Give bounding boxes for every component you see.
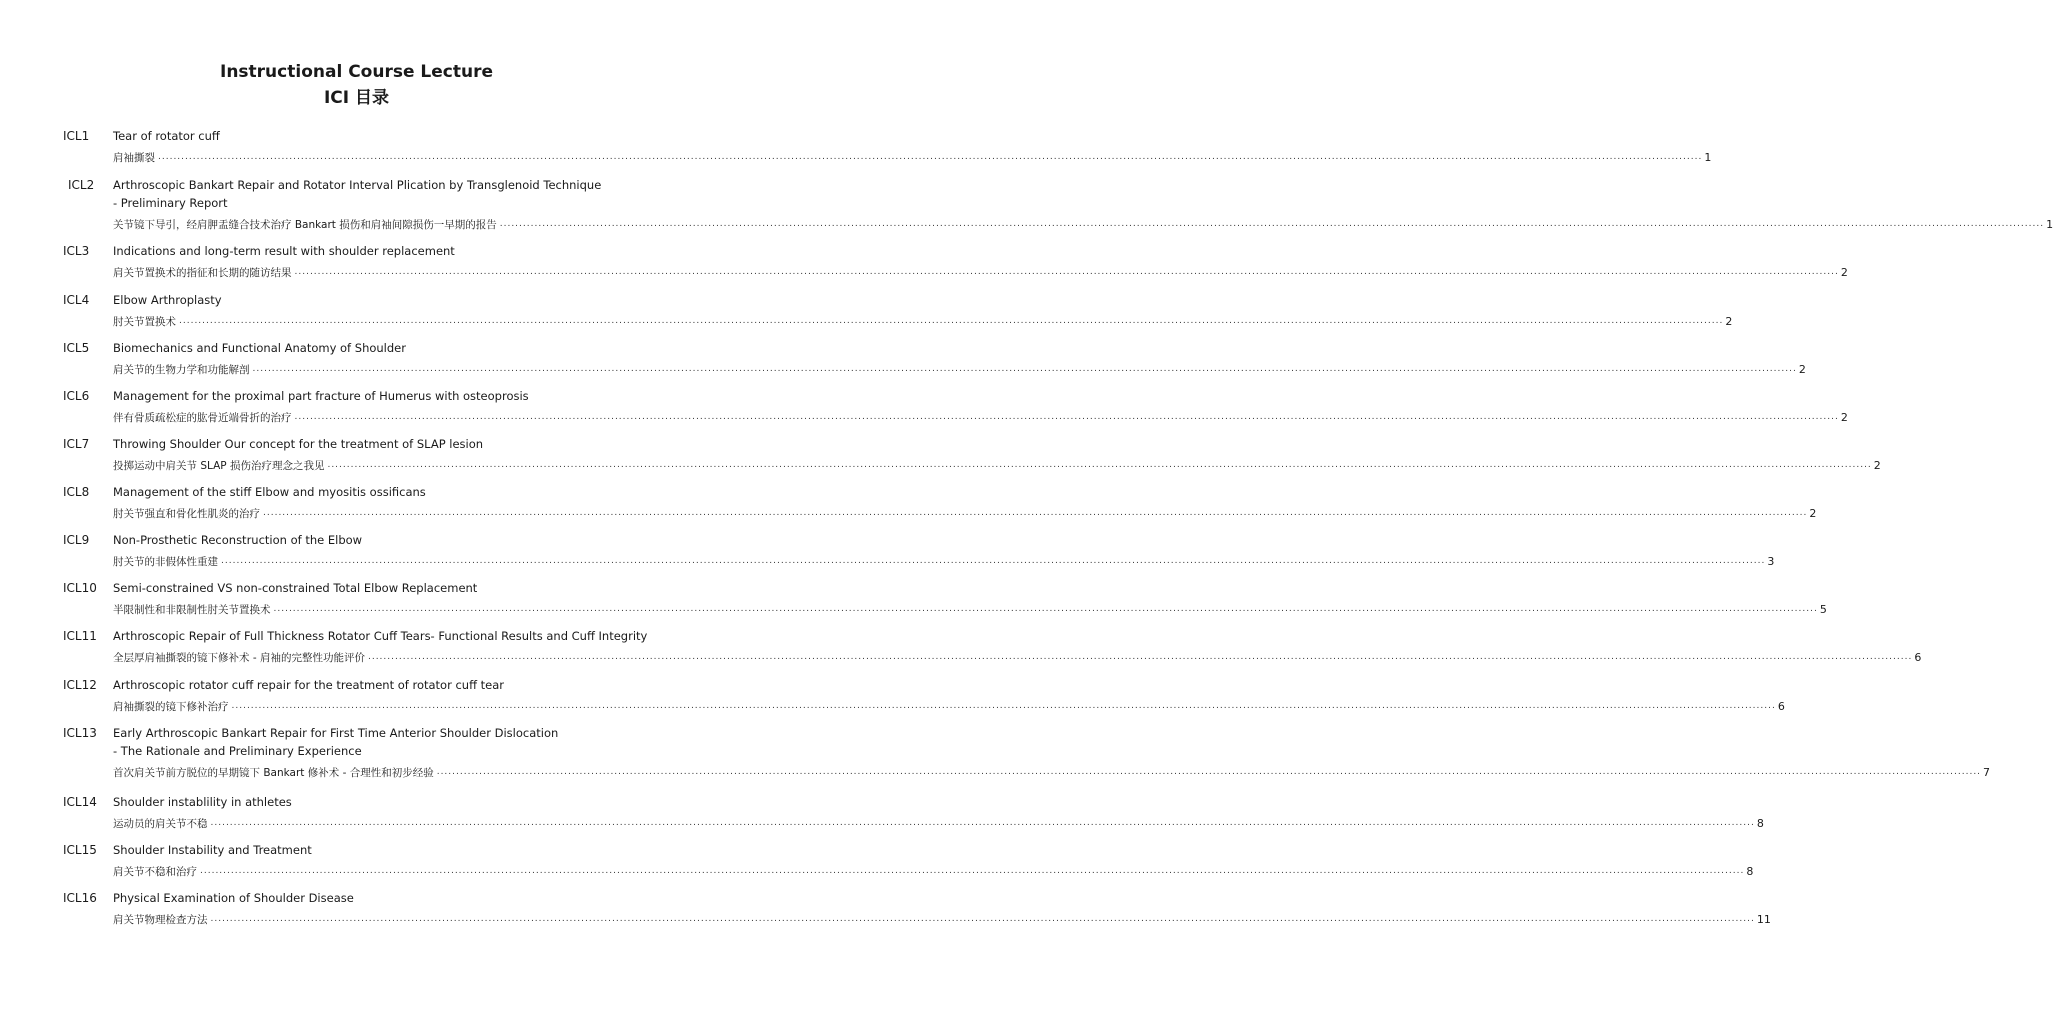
toc-code: ICL8 xyxy=(63,485,90,499)
dot-leader: ................................................................................................................................................................................................................................................................................................................................................................................................................ xyxy=(436,767,1982,777)
toc-title-chinese-line xyxy=(113,314,1733,330)
toc-title-english: - The Rationale and Preliminary Experience xyxy=(113,744,362,758)
toc-title-chinese-line xyxy=(113,458,1881,474)
toc-title-english: Semi-constrained VS non-constrained Total Elbow Replacement xyxy=(113,581,478,595)
dot-leader: ................................................................................................................................................................................................................................................................................................................................................................................................................ xyxy=(200,866,1745,876)
toc-title-english: Management for the proximal part fracture of Humerus with osteoprosis xyxy=(113,389,529,403)
toc-title-chinese-line xyxy=(113,699,1785,715)
toc-title-chinese: 肩关节置换术的指征和长期的随访结果 xyxy=(113,267,292,279)
dot-leader: ................................................................................................................................................................................................................................................................................................................................................................................................................ xyxy=(499,219,2045,229)
toc-code: ICL2 xyxy=(68,178,95,192)
toc-title-chinese-line xyxy=(113,765,1991,781)
toc-page-number: 6 xyxy=(1777,700,1785,713)
toc-title-chinese: 肘关节置换术 xyxy=(113,316,176,328)
toc-page-number: 1 xyxy=(2046,218,2053,231)
toc-title-chinese-line xyxy=(113,864,1754,880)
toc-code: ICL16 xyxy=(63,891,97,905)
toc-title-chinese: 肩关节物理检查方法 xyxy=(113,914,208,926)
toc-title-chinese-line xyxy=(113,362,1806,378)
toc-title-chinese: 首次肩关节前方脱位的早期镜下 Bankart 修补术 - 合理性和初步经验 xyxy=(113,767,434,779)
toc-title-chinese: 伴有骨质疏松症的肱骨近端骨折的治疗 xyxy=(113,412,292,424)
toc-page-number: 1 xyxy=(1704,151,1712,164)
dot-leader: ................................................................................................................................................................................................................................................................................................................................................................................................................ xyxy=(263,508,1808,518)
toc-page-number: 6 xyxy=(1914,651,1922,664)
dot-leader: ................................................................................................................................................................................................................................................................................................................................................................................................................ xyxy=(294,267,1839,277)
dot-leader: ................................................................................................................................................................................................................................................................................................................................................................................................................ xyxy=(273,604,1818,614)
toc-title-english: Arthroscopic Repair of Full Thickness Rotator Cuff Tears- Functional Results and Cuff Integrity xyxy=(113,629,648,643)
toc-title-english: Arthroscopic Bankart Repair and Rotator Interval Plication by Transglenoid Technique xyxy=(113,178,602,192)
title-english: Instructional Course Lecture xyxy=(220,62,493,82)
toc-title-chinese-line xyxy=(113,554,1775,570)
dot-leader: ................................................................................................................................................................................................................................................................................................................................................................................................................ xyxy=(231,701,1776,711)
toc-title-english: Non-Prosthetic Reconstruction of the Elbow xyxy=(113,533,363,547)
dot-leader: ................................................................................................................................................................................................................................................................................................................................................................................................................ xyxy=(367,652,1913,662)
toc-code: ICL12 xyxy=(63,678,97,692)
toc-title-chinese: 肩关节不稳和治疗 xyxy=(113,866,197,878)
toc-title-chinese-line xyxy=(113,602,1827,618)
toc-page-number: 8 xyxy=(1746,865,1754,878)
dot-leader: ................................................................................................................................................................................................................................................................................................................................................................................................................ xyxy=(252,364,1797,374)
title-chinese: ICI 目录 xyxy=(323,88,390,108)
toc-title-chinese-line xyxy=(113,506,1817,522)
toc-title-chinese-line xyxy=(113,650,1922,666)
toc-title-chinese: 肘关节的非假体性重建 xyxy=(113,556,218,568)
toc-title-chinese: 投掷运动中肩关节 SLAP 损伤治疗理念之我见 xyxy=(113,460,325,472)
toc-code: ICL7 xyxy=(63,437,90,451)
toc-code: ICL9 xyxy=(63,533,90,547)
toc-title-english: - Preliminary Report xyxy=(113,196,228,210)
toc-page-number: 3 xyxy=(1767,555,1775,568)
toc-title-chinese-line xyxy=(113,816,1764,832)
toc-title-chinese-line xyxy=(113,912,1771,928)
dot-leader: ................................................................................................................................................................................................................................................................................................................................................................................................................ xyxy=(221,556,1766,566)
toc-title-chinese: 全层厚肩袖撕裂的镜下修补术 - 肩袖的完整性功能评价 xyxy=(113,652,365,664)
toc-title-english: Physical Examination of Shoulder Disease xyxy=(113,891,354,905)
toc-title-chinese-line xyxy=(113,410,1848,426)
toc-code: ICL15 xyxy=(63,843,97,857)
toc-page-number: 2 xyxy=(1840,411,1848,424)
toc-title-chinese: 肩袖撕裂的镜下修补治疗 xyxy=(113,701,229,713)
toc-title-english: Biomechanics and Functional Anatomy of Shoulder xyxy=(113,341,406,355)
dot-leader: ................................................................................................................................................................................................................................................................................................................................................................................................................ xyxy=(179,316,1724,326)
toc-page-number: 2 xyxy=(1809,507,1817,520)
toc-code: ICL4 xyxy=(63,293,90,307)
toc-code: ICL5 xyxy=(63,341,90,355)
toc-title-chinese-line xyxy=(113,150,1712,166)
toc-title-english: Indications and long-term result with shoulder replacement xyxy=(113,244,455,258)
toc-title-chinese: 肩袖撕裂 xyxy=(113,152,155,164)
toc-code: ICL14 xyxy=(63,795,97,809)
toc-code: ICL1 xyxy=(63,129,90,143)
dot-leader: ................................................................................................................................................................................................................................................................................................................................................................................................................ xyxy=(294,412,1839,422)
toc-title-english: Tear of rotator cuff xyxy=(113,129,220,143)
toc-title-english: Shoulder Instability and Treatment xyxy=(113,843,312,857)
toc-code: ICL13 xyxy=(63,726,97,740)
toc-title-chinese: 肘关节强直和骨化性肌炎的治疗 xyxy=(113,508,260,520)
toc-title-chinese: 运动员的肩关节不稳 xyxy=(113,818,208,830)
toc-code: ICL3 xyxy=(63,244,90,258)
dot-leader: ................................................................................................................................................................................................................................................................................................................................................................................................................ xyxy=(210,914,1755,924)
toc-title-english: Arthroscopic rotator cuff repair for the treatment of rotator cuff tear xyxy=(113,678,505,692)
toc-title-english: Early Arthroscopic Bankart Repair for First Time Anterior Shoulder Dislocation xyxy=(113,726,559,740)
dot-leader: ................................................................................................................................................................................................................................................................................................................................................................................................................ xyxy=(158,152,1703,162)
toc-page-number: 2 xyxy=(1798,363,1806,376)
toc-title-chinese-line xyxy=(113,265,1848,281)
toc-page-number: 2 xyxy=(1840,266,1848,279)
toc-title-english: Shoulder instablility in athletes xyxy=(113,795,292,809)
toc-title-english: Throwing Shoulder Our concept for the treatment of SLAP lesion xyxy=(113,437,484,451)
toc-title-english: Management of the stiff Elbow and myositis ossificans xyxy=(113,485,426,499)
dot-leader: ................................................................................................................................................................................................................................................................................................................................................................................................................ xyxy=(210,818,1755,828)
toc-title-chinese: 关节镜下导引，经肩胛盂缝合技术治疗 Bankart 损伤和肩袖间隙损伤一早期的报告 xyxy=(113,219,497,231)
toc-page-number: 2 xyxy=(1873,459,1881,472)
toc-page-number: 11 xyxy=(1756,913,1771,926)
toc-code: ICL11 xyxy=(63,629,97,643)
toc-page-number: 5 xyxy=(1819,603,1827,616)
toc-title-english: Elbow Arthroplasty xyxy=(113,293,222,307)
dot-leader: ................................................................................................................................................................................................................................................................................................................................................................................................................ xyxy=(327,460,1872,470)
toc-page-number: 8 xyxy=(1756,817,1764,830)
toc-page-number: 7 xyxy=(1983,766,1991,779)
toc-title-chinese-line xyxy=(113,217,2053,233)
toc-page-number: 2 xyxy=(1725,315,1733,328)
toc-title-chinese: 肩关节的生物力学和功能解剖 xyxy=(113,364,250,376)
toc-code: ICL6 xyxy=(63,389,90,403)
toc-code: ICL10 xyxy=(63,581,97,595)
toc-title-chinese: 半限制性和非限制性肘关节置换术 xyxy=(113,604,271,616)
